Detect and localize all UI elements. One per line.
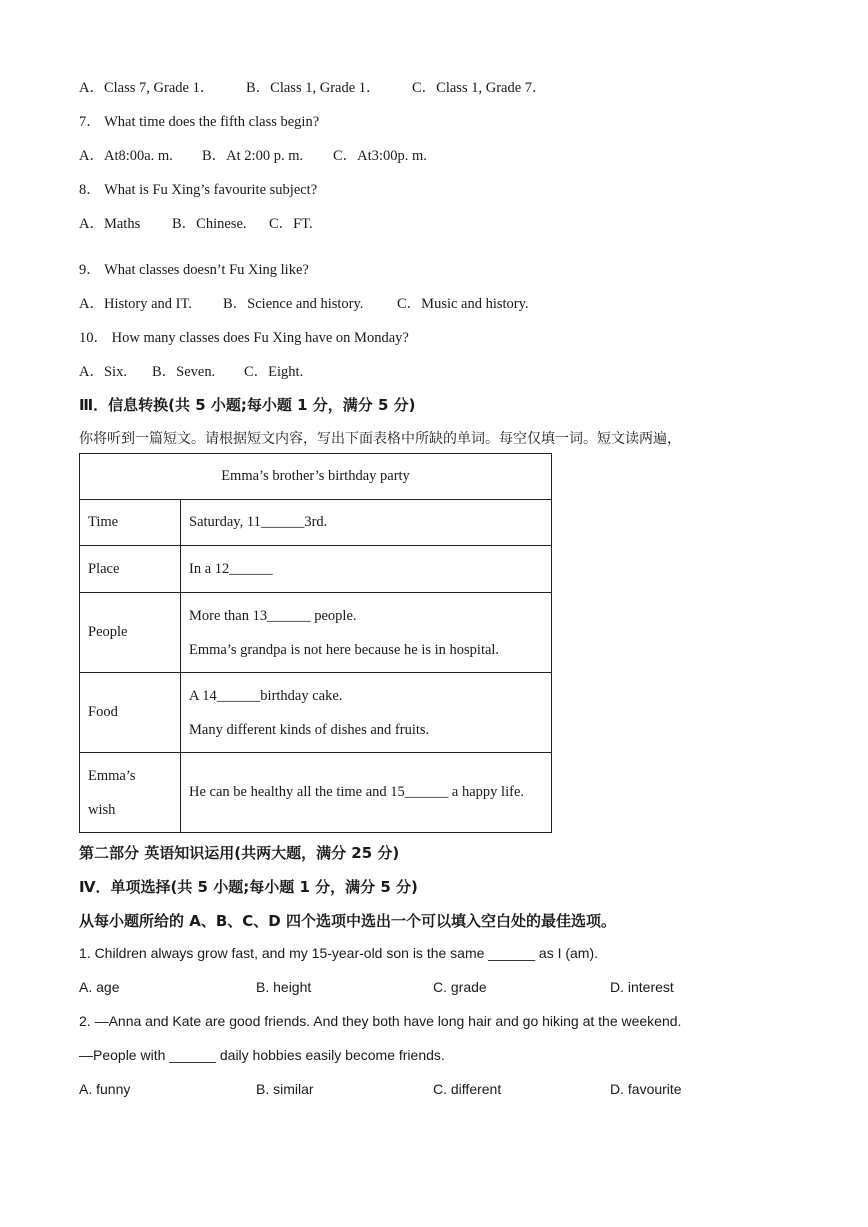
q10-question	[79, 326, 409, 347]
row-content: He can be healthy all the time and 15______ a happy life.	[181, 753, 552, 833]
question-text: How many classes does Fu Xing have on Monday?	[111, 330, 409, 346]
section4-heading: Ⅳ．单项选择(共 5 小题;每小题 1 分，满分 5 分)	[79, 878, 418, 896]
row-label-line: wish	[88, 801, 116, 818]
q8-options	[79, 212, 313, 233]
option-c: C. grade	[433, 979, 487, 995]
row-label-line: Emma’s	[88, 767, 136, 784]
table-row	[80, 500, 552, 546]
row-label: Place	[80, 546, 181, 593]
section3-heading: Ⅲ．信息转换(共 5 小题;每小题 1 分，满分 5 分)	[79, 396, 416, 414]
table-row	[80, 546, 552, 593]
question-number: 8．	[79, 182, 101, 198]
option-b: B. height	[256, 979, 312, 995]
row-line: More than 13______ people.	[189, 607, 357, 624]
row-content: In a 12______	[181, 546, 552, 593]
option-b: B．At 2:00 p. m.	[202, 148, 304, 164]
q10-options	[79, 360, 303, 381]
option-c: C．FT.	[269, 216, 313, 232]
row-label	[80, 753, 181, 833]
section3-instruction: 你将听到一篇短文。请根据短文内容，写出下面表格中所缺的单词。每空仅填一词。短文读两遍，	[79, 431, 681, 447]
q8-question	[79, 178, 317, 199]
row-label: Time	[80, 500, 181, 546]
option-c: C．Class 1, Grade 7．	[412, 80, 547, 96]
q9-question	[79, 258, 309, 279]
table-row	[80, 753, 552, 833]
table-row	[80, 673, 552, 753]
option-a: A．At8:00a. m.	[79, 148, 173, 164]
option-a: A．Maths	[79, 216, 141, 232]
mc-q1-question: 1. Children always grow fast, and my 15-year-old son is the same ______ as I (am).	[79, 945, 599, 961]
mc-q2-question: 2. —Anna and Kate are good friends. And they both have long hair and go hiking at the weekend.	[79, 1013, 682, 1029]
q6-options	[79, 76, 547, 97]
option-b: B．Chinese.	[172, 216, 247, 232]
table-row	[80, 593, 552, 673]
question-text: What is Fu Xing’s favourite subject?	[104, 182, 318, 198]
row-content	[181, 673, 552, 753]
question-number: 9．	[79, 262, 101, 278]
section4-instruction: 从每小题所给的 A、B、C、D 四个选项中选出一个可以填入空白处的最佳选项。	[79, 912, 616, 930]
option-a: A. age	[79, 979, 120, 995]
option-b: B．Seven.	[152, 364, 216, 380]
row-label: Food	[80, 673, 181, 753]
option-d: D. favourite	[610, 1081, 682, 1097]
option-a: A. funny	[79, 1081, 131, 1097]
option-b: B．Class 1, Grade 1．	[246, 80, 381, 96]
question-number: 10．	[79, 330, 108, 346]
option-c: C．Eight.	[244, 364, 304, 380]
question-text: What classes doesn’t Fu Xing like?	[104, 262, 309, 278]
row-line: Many different kinds of dishes and fruits.	[189, 721, 430, 738]
q9-options	[79, 292, 529, 313]
info-table	[79, 453, 552, 833]
mc-q2-options	[79, 1081, 787, 1097]
part2-heading: 第二部分 英语知识运用(共两大题，满分 25 分)	[79, 844, 400, 862]
question-text: What time does the fifth class begin?	[104, 114, 320, 130]
q7-question	[79, 110, 319, 131]
row-line: Emma’s grandpa is not here because he is in hospital.	[189, 641, 500, 658]
option-a: A．History and IT.	[79, 296, 192, 312]
option-c: C. different	[433, 1081, 502, 1097]
option-b: B. similar	[256, 1081, 314, 1097]
row-content: Saturday, 11______3rd.	[181, 500, 552, 546]
question-number: 7．	[79, 114, 101, 130]
option-a: A．Class 7, Grade 1．	[79, 80, 215, 96]
mc-q1-options	[79, 979, 787, 995]
row-content	[181, 593, 552, 673]
option-c: C．Music and history.	[397, 296, 529, 312]
option-d: D. interest	[610, 979, 674, 995]
option-c: C．At3:00p. m.	[333, 148, 427, 164]
option-a: A．Six.	[79, 364, 127, 380]
mc-q2-question-line2: —People with ______ daily hobbies easily become friends.	[79, 1047, 445, 1063]
option-b: B．Science and history.	[223, 296, 364, 312]
table-title: Emma’s brother’s birthday party	[80, 454, 552, 500]
row-line: A 14______birthday cake.	[189, 687, 343, 704]
row-label: People	[80, 593, 181, 673]
q7-options	[79, 144, 427, 165]
